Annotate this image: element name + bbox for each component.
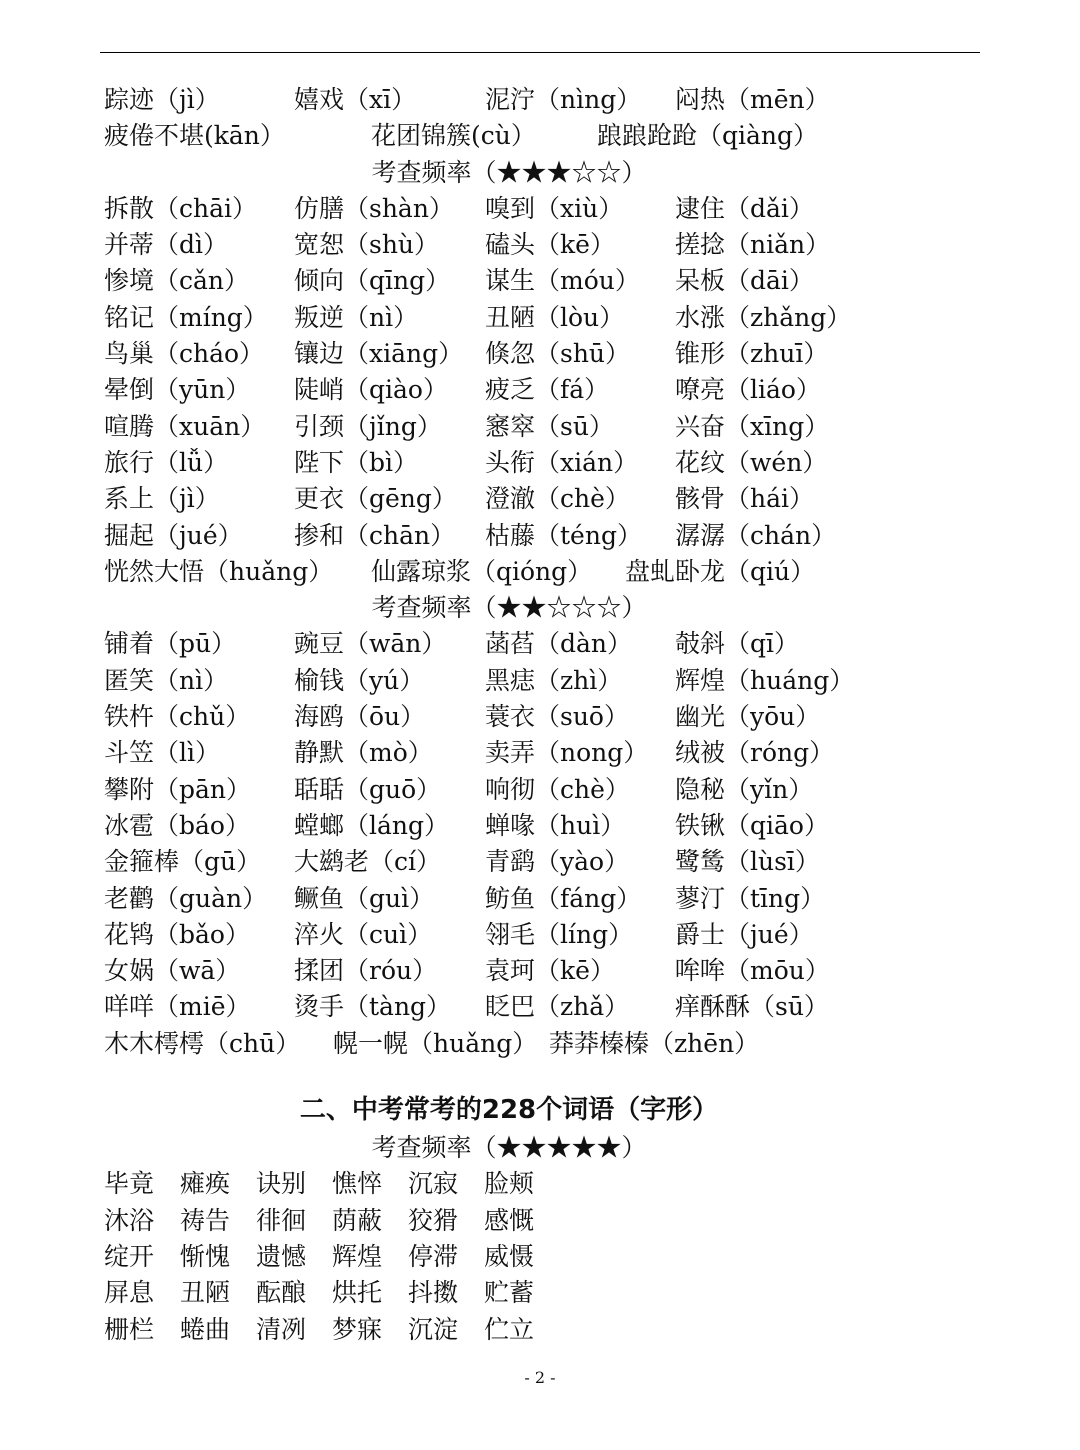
vocab-entry: 头衔（xián） bbox=[485, 447, 639, 477]
word-list bbox=[104, 1166, 964, 1347]
word-entry: 屏息 bbox=[104, 1278, 155, 1308]
vocab-entry: 攲斜（qī） bbox=[675, 629, 799, 659]
word-entry: 停滞 bbox=[408, 1241, 459, 1271]
word-entry: 威慑 bbox=[484, 1241, 535, 1271]
vocab-entry: 嗅到（xiù） bbox=[485, 193, 624, 223]
word-row bbox=[104, 1239, 964, 1275]
vocab-row bbox=[104, 481, 964, 517]
vocab-row bbox=[104, 917, 964, 953]
section-heading: 二、中考常考的228个词语（字形） bbox=[299, 1095, 719, 1126]
vocab-row bbox=[104, 263, 964, 299]
vocab-entry: 揉团（róu） bbox=[294, 956, 438, 986]
vocab-row bbox=[104, 300, 964, 336]
vocab-entry: 鹭鸶（lùsī） bbox=[675, 847, 820, 877]
vocab-entry: 陛下（bì） bbox=[294, 447, 418, 477]
word-entry: 清冽 bbox=[256, 1314, 307, 1344]
vocab-entry: 隐秘（yǐn） bbox=[675, 774, 814, 804]
vocab-row bbox=[104, 82, 964, 118]
vocab-row bbox=[104, 191, 964, 227]
word-entry: 沉淀 bbox=[408, 1314, 459, 1344]
vocab-entry: 眨巴（zhǎ） bbox=[485, 992, 630, 1022]
word-entry: 梦寐 bbox=[332, 1314, 383, 1344]
vocab-entry: 卖弄（nong） bbox=[485, 738, 649, 768]
vocab-row bbox=[104, 881, 964, 917]
vocab-entry: 嘹亮（liáo） bbox=[675, 375, 821, 405]
vocab-entry: 窸窣（sū） bbox=[485, 411, 614, 441]
vocab-entry: 疲乏（fá） bbox=[485, 375, 610, 405]
word-entry: 抖擞 bbox=[408, 1278, 459, 1308]
word-entry: 蜷曲 bbox=[180, 1314, 231, 1344]
word-entry: 诀别 bbox=[256, 1169, 307, 1199]
header-rule bbox=[100, 52, 980, 53]
vocab-entry: 晕倒（yūn） bbox=[104, 375, 251, 405]
vocab-entry: 青鹞（yào） bbox=[485, 847, 630, 877]
vocab-entry: 静默（mò） bbox=[294, 738, 433, 768]
vocab-entry: 幽光（yōu） bbox=[675, 702, 821, 732]
vocab-entry: 铁锹（qiāo） bbox=[675, 810, 829, 840]
vocab-entry: 更衣（gēng） bbox=[294, 484, 457, 514]
vocab-row bbox=[104, 372, 964, 408]
vocab-row bbox=[104, 227, 964, 263]
word-entry: 栅栏 bbox=[104, 1314, 155, 1344]
vocab-entry: 倾向（qīng） bbox=[294, 266, 451, 296]
vocab-entry: 鸟巢（cháo） bbox=[104, 339, 265, 369]
word-entry: 狡猾 bbox=[408, 1205, 459, 1235]
word-row bbox=[104, 1275, 964, 1311]
vocab-entry: 绒被（róng） bbox=[675, 738, 835, 768]
vocab-row bbox=[104, 409, 964, 445]
vocab-entry: 逮住（dǎi） bbox=[675, 193, 814, 223]
vocab-row bbox=[104, 772, 964, 808]
vocab-entry: 宽恕（shù） bbox=[294, 230, 440, 260]
vocab-entry: 女娲（wā） bbox=[104, 956, 241, 986]
vocab-entry: 倏忽（shū） bbox=[485, 339, 631, 369]
vocab-entry: 木木樗樗（chū） bbox=[104, 1028, 301, 1058]
word-entry: 荫蔽 bbox=[332, 1205, 383, 1235]
word-row bbox=[104, 1166, 964, 1202]
vocab-entry: 掺和（chān） bbox=[294, 520, 456, 550]
vocab-entry: 枯藤（téng） bbox=[485, 520, 642, 550]
vocab-entry: 澄澈（chè） bbox=[485, 484, 630, 514]
word-entry: 酝酿 bbox=[256, 1278, 307, 1308]
vocab-entry: 淬火（cuì） bbox=[294, 919, 433, 949]
vocab-entry: 聒聒（guō） bbox=[294, 774, 442, 804]
vocab-row bbox=[104, 118, 964, 154]
vocab-entry: 金箍棒（gū） bbox=[104, 847, 262, 877]
vocab-entry: 蝉喙（huì） bbox=[485, 810, 626, 840]
vocab-entry: 蓼汀（tīng） bbox=[675, 883, 826, 913]
vocab-entry: 并蒂（dì） bbox=[104, 230, 228, 260]
vocab-entry: 花团锦簇(cù） bbox=[371, 121, 536, 151]
word-entry: 辉煌 bbox=[332, 1241, 383, 1271]
vocab-row bbox=[104, 518, 964, 554]
vocab-entry: 老鹳（guàn） bbox=[104, 883, 268, 913]
vocab-entry: 匿笑（nì） bbox=[104, 665, 229, 695]
vocab-entry: 掘起（jué） bbox=[104, 520, 243, 550]
vocab-entry: 鲂鱼（fáng） bbox=[485, 883, 642, 913]
vocab-row bbox=[104, 336, 964, 372]
vocab-entry: 镶边（xiāng） bbox=[294, 339, 464, 369]
vocab-entry: 花纹（wén） bbox=[675, 447, 828, 477]
vocab-entry: 黑痣（zhì） bbox=[485, 665, 623, 695]
vocab-row bbox=[104, 808, 964, 844]
word-entry: 脸颊 bbox=[484, 1169, 535, 1199]
vocab-entry: 呆板（dāi） bbox=[675, 266, 814, 296]
vocab-entry: 拆散（chāi） bbox=[104, 193, 258, 223]
word-entry: 绽开 bbox=[104, 1241, 155, 1271]
vocab-row bbox=[104, 989, 964, 1025]
vocab-row bbox=[104, 445, 964, 481]
vocab-entry: 爵士（jué） bbox=[675, 919, 814, 949]
word-entry: 憔悴 bbox=[332, 1169, 383, 1199]
word-entry: 遗憾 bbox=[256, 1241, 307, 1271]
word-entry: 毕竟 bbox=[104, 1169, 155, 1199]
vocab-entry: 菡萏（dàn） bbox=[485, 629, 633, 659]
vocab-entry: 大鹚老（cí） bbox=[294, 847, 441, 877]
vocab-row bbox=[104, 1026, 964, 1062]
vocab-entry: 踉踉跄跄（qiàng） bbox=[597, 121, 819, 151]
word-entry: 沐浴 bbox=[104, 1205, 155, 1235]
vocab-entry: 骸骨（hái） bbox=[675, 484, 815, 514]
vocab-entry: 莽莽榛榛（zhēn） bbox=[549, 1028, 760, 1058]
vocab-row bbox=[104, 699, 964, 735]
vocab-entry: 蓑衣（suō） bbox=[485, 702, 629, 732]
vocab-group-2star bbox=[104, 626, 964, 1025]
vocab-row bbox=[104, 735, 964, 771]
vocab-entry: 旅行（lǚ） bbox=[104, 447, 229, 477]
vocab-entry: 谋生（móu） bbox=[485, 266, 640, 296]
vocab-entry: 豌豆（wān） bbox=[294, 629, 447, 659]
vocab-entry: 仙露琼浆（qióng） bbox=[371, 556, 593, 586]
word-entry: 烘托 bbox=[332, 1278, 383, 1308]
vocab-entry: 冰雹（báo） bbox=[104, 810, 250, 840]
vocab-entry: 叛逆（nì） bbox=[294, 302, 419, 332]
word-entry: 感慨 bbox=[484, 1205, 535, 1235]
vocab-row bbox=[104, 953, 964, 989]
vocab-entry: 幌一幌（huǎng） bbox=[333, 1028, 538, 1058]
vocab-entry: 袁珂（kē） bbox=[485, 956, 615, 986]
frequency-label: 考查频率（★★★☆☆） bbox=[371, 157, 647, 187]
vocab-entry: 嬉戏（xī） bbox=[294, 85, 417, 114]
word-entry: 伫立 bbox=[484, 1314, 535, 1344]
vocab-entry: 痒酥酥（sū） bbox=[675, 992, 829, 1022]
vocab-entry: 翎毛（líng） bbox=[485, 919, 634, 949]
word-entry: 丑陋 bbox=[180, 1278, 231, 1308]
vocab-entry: 鳜鱼（guì） bbox=[294, 883, 435, 913]
vocab-entry: 兴奋（xīng） bbox=[675, 411, 830, 441]
vocab-entry: 陡峭（qiào） bbox=[294, 375, 448, 405]
vocab-entry: 泥泞（nìng） bbox=[485, 85, 642, 114]
vocab-entry: 系上（jì） bbox=[104, 484, 220, 514]
vocab-entry: 潺潺（chán） bbox=[675, 520, 837, 550]
vocab-entry: 踪迹（jì） bbox=[104, 85, 220, 114]
vocab-entry: 铺着（pū） bbox=[104, 629, 237, 659]
vocab-entry: 辉煌（huáng） bbox=[675, 665, 855, 695]
vocab-entry: 水涨（zhǎng） bbox=[675, 302, 852, 332]
vocab-entry: 喧腾（xuān） bbox=[104, 411, 266, 441]
vocab-entry: 花鸨（bǎo） bbox=[104, 919, 250, 949]
vocab-entry: 海鸥（ōu） bbox=[294, 702, 426, 732]
page-content bbox=[104, 82, 964, 1348]
frequency-label: 考查频率（★★★★★） bbox=[371, 1133, 647, 1163]
vocab-entry: 铭记（míng） bbox=[104, 302, 268, 332]
vocab-entry: 榆钱（yú） bbox=[294, 665, 425, 695]
vocab-row bbox=[104, 554, 964, 590]
vocab-entry: 哞哞（mōu） bbox=[675, 956, 830, 986]
vocab-entry: 锥形（zhuī） bbox=[675, 339, 829, 369]
vocab-entry: 闷热（mēn） bbox=[675, 85, 830, 114]
word-row bbox=[104, 1312, 964, 1348]
vocab-entry: 咩咩（miē） bbox=[104, 992, 251, 1022]
word-entry: 祷告 bbox=[180, 1205, 231, 1235]
vocab-entry: 搓捻（niǎn） bbox=[675, 230, 831, 260]
word-entry: 徘徊 bbox=[256, 1205, 307, 1235]
word-row bbox=[104, 1203, 964, 1239]
vocab-entry: 响彻（chè） bbox=[485, 774, 630, 804]
vocab-row bbox=[104, 844, 964, 880]
vocab-entry: 惨境（cǎn） bbox=[104, 266, 250, 296]
page-number: - 2 - bbox=[524, 1368, 556, 1387]
vocab-entry: 螳螂（láng） bbox=[294, 810, 450, 840]
word-entry: 沉寂 bbox=[408, 1169, 459, 1199]
vocab-entry: 铁杵（chǔ） bbox=[104, 702, 251, 732]
vocab-row bbox=[104, 663, 964, 699]
vocab-entry: 引颈（jǐng） bbox=[294, 411, 442, 441]
word-entry: 惭愧 bbox=[180, 1241, 231, 1271]
vocab-entry: 斗笠（lì） bbox=[104, 738, 220, 768]
vocab-row bbox=[104, 626, 964, 662]
vocab-entry: 疲倦不堪(kān） bbox=[104, 121, 285, 151]
vocab-entry: 恍然大悟（huǎng） bbox=[104, 556, 334, 586]
vocab-entry: 烫手（tàng） bbox=[294, 992, 452, 1022]
frequency-label: 考查频率（★★☆☆☆） bbox=[371, 593, 647, 623]
vocab-entry: 仿膳（shàn） bbox=[294, 193, 454, 223]
vocab-entry: 磕头（kē） bbox=[485, 230, 615, 260]
vocab-entry: 攀附（pān） bbox=[104, 774, 252, 804]
word-entry: 贮蓄 bbox=[484, 1278, 535, 1308]
vocab-group-3star bbox=[104, 191, 964, 554]
vocab-entry: 盘虬卧龙（qiú） bbox=[625, 556, 816, 586]
word-entry: 瘫痪 bbox=[180, 1169, 231, 1199]
vocab-entry: 丑陋（lòu） bbox=[485, 302, 625, 332]
